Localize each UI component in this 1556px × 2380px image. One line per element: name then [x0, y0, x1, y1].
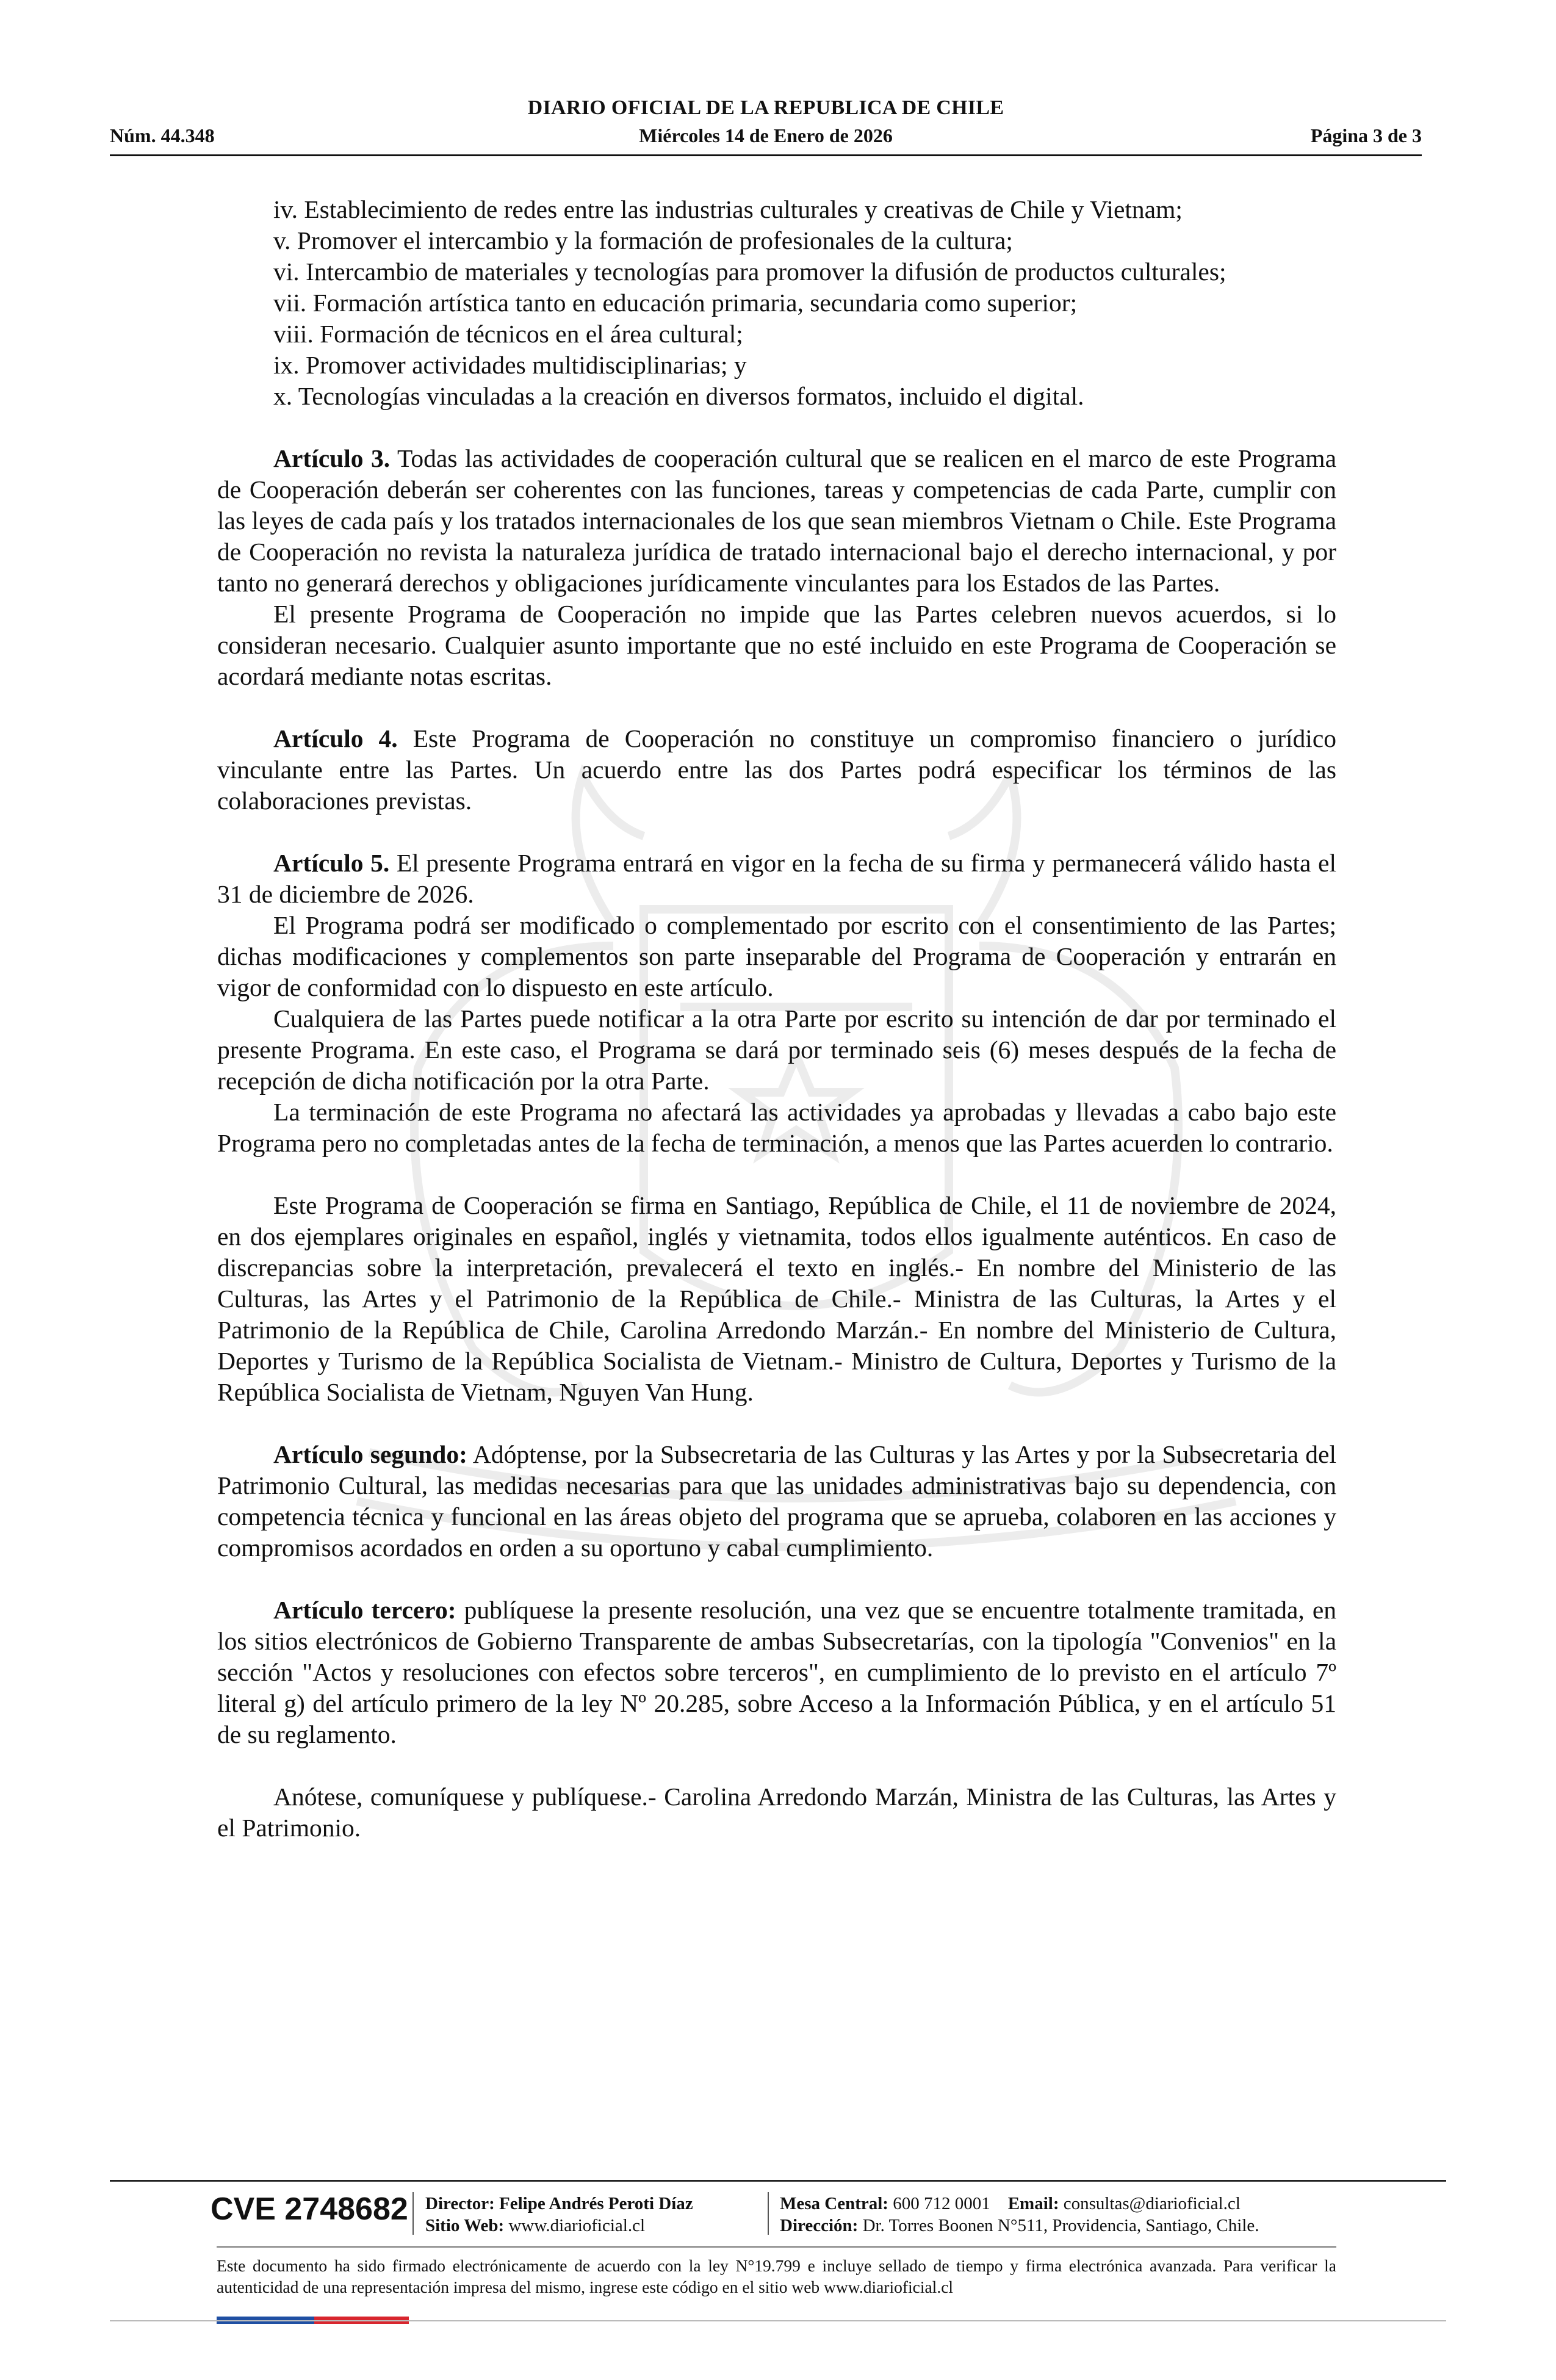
article-3-paragraph-2: El presente Programa de Cooperación no impide que las Partes celebren nuevos acuerdos, si lo consideran necesario. Cualquier asunto importante que no esté incluido en este Programa de Cooperación se acordará mediante notas escritas.: [217, 600, 1336, 690]
footer-separator: [412, 2192, 414, 2235]
articulo-segundo-paragraph: Artículo segundo: Adóptense, por la Subsecretaria de las Culturas y las Artes y por la Subsecretaria del Patrimonio Cultural, las medidas necesarias para que las unidades administrativas bajo su dependencia, con competencia técnica y funcional en las áreas objeto del programa que se aprueba, colaboren en las acciones y compromisos acordados en orden a su oportuno y cabal cumplimiento.: [217, 1440, 1336, 1562]
list-item: ix. Promover actividades multidisciplinarias; y: [273, 351, 747, 379]
address: Dr. Torres Boonen N°511, Providencia, Santiago, Chile.: [862, 2216, 1259, 2235]
footer-divider-top: [110, 2180, 1446, 2182]
newspaper-title: DIARIO OFICIAL DE LA REPUBLICA DE CHILE: [527, 96, 1004, 119]
list-item: v. Promover el intercambio y la formación de profesionales de la cultura;: [273, 226, 1013, 254]
list-item: x. Tecnologías vinculadas a la creación en diversos formatos, incluido el digital.: [273, 382, 1084, 410]
article-3-paragraph: Artículo 3. Todas las actividades de cooperación cultural que se realicen en el marco de este Programa de Cooperación deberán ser coherentes con las funciones, tareas y competencias de cada Parte, cumplir con las leyes de cada país y los tratados internacionales de los que sean miembros Vietnam o Chile. Este Programa de Cooperación no revista la naturaleza jurídica de tratado internacional bajo el derecho internacional, y por tanto no generará derechos y obligaciones jurídicamente vinculantes para los Estados de las Partes.: [217, 444, 1336, 597]
page-header: [110, 92, 1422, 159]
cve-code: CVE 2748682: [211, 2191, 408, 2227]
article-5-paragraph-3: Cualquiera de las Partes puede notificar a la otra Parte por escrito su intención de dar por terminado el presente Programa. En este caso, el Programa se dará por terminado seis (6) meses después de la fecha de recepción de dicha notificación por la otra Parte.: [217, 1004, 1336, 1095]
phone-number: 600 712 0001: [893, 2194, 990, 2213]
article-3-heading: Artículo 3.: [273, 444, 391, 472]
article-5-paragraph-4: La terminación de este Programa no afectará las actividades ya aprobadas y llevadas a cabo bajo este Programa pero no completadas antes de la fecha de terminación, a menos que las Partes acuerden lo contrario.: [217, 1098, 1336, 1157]
issue-number: Núm. 44.348: [110, 124, 215, 146]
articulo-tercero-paragraph: Artículo tercero: publíquese la presente resolución, una vez que se encuentre totalmente tramitada, en los sitios electrónicos de Gobierno Transparente de ambas Subsecretarías, con la tipología "Convenios" en la sección "Actos y resoluciones con efectos sobre terceros", en cumplimiento de lo previsto en el artículo 7º literal g) del artículo primero de la ley Nº 20.285, sobre Acceso a la Información Pública, y en el artículo 51 de su reglamento.: [217, 1596, 1337, 1748]
website-link[interactable]: www.diarioficial.cl: [508, 2216, 646, 2235]
article-4-heading: Artículo 4.: [273, 724, 398, 752]
director-name: Felipe Andrés Peroti Díaz: [499, 2194, 693, 2213]
signature-paragraph: Este Programa de Cooperación se firma en Santiago, República de Chile, el 11 de noviembre de 2024, en dos ejemplares originales en español, inglés y vietnamita, todos ellos igualmente auténticos. En caso de discrepancias sobre la interpretación, prevalecerá el texto en inglés.- En nombre del Ministerio de las Culturas, las Artes y el Patrimonio de la República de Chile.- Ministra de las Culturas, la Artes y el Patrimonio de la República de Chile, Carolina Arredondo Marzán.- En nombre del Ministerio de Cultura, Deportes y Turismo de la República Socialista de Vietnam.- Ministro de Cultura, Deportes y Turismo de la República Socialista de Vietnam, Nguyen Van Hung.: [217, 1191, 1336, 1406]
articulo-segundo-heading: Artículo segundo:: [273, 1440, 467, 1468]
electronic-signature-note: Este documento ha sido firmado electrónicamente de acuerdo con la ley N°19.799 e incluye sellado de tiempo y firma electrónica avanzada. Para verificar la autenticidad de una representación impresa del mismo, ingrese este código en el sitio web www.diarioficial.cl: [217, 2256, 1336, 2296]
closing-paragraph: Anótese, comuníquese y publíquese.- Carolina Arredondo Marzán, Ministra de las Culturas, las Artes y el Patrimonio.: [217, 1783, 1336, 1842]
footer-divider-bottom: [110, 2320, 1446, 2321]
footer-director-block: Director: Felipe Andrés Peroti Díaz Sitio Web: www.diarioficial.cl: [425, 2194, 693, 2235]
list-item: iv. Establecimiento de redes entre las industrias culturales y creativas de Chile y Vietnam;: [273, 195, 1183, 223]
articulo-tercero-heading: Artículo tercero:: [273, 1596, 456, 1624]
list-item: viii. Formación de técnicos en el área cultural;: [273, 320, 743, 348]
issue-date: Miércoles 14 de Enero de 2026: [639, 124, 893, 146]
list-item: vi. Intercambio de materiales y tecnologías para promover la difusión de productos culturales;: [273, 258, 1226, 286]
footer-separator: [768, 2192, 769, 2235]
header-divider: [110, 154, 1422, 156]
article-5-paragraph: Artículo 5. El presente Programa entrará en vigor en la fecha de su firma y permanecerá válido hasta el 31 de diciembre de 2026.: [217, 849, 1336, 908]
footer-divider-middle: [217, 2246, 1336, 2248]
document-body: [217, 194, 1336, 1844]
footer-contact-block: Mesa Central: 600 712 0001 Email: consultas@diarioficial.cl Dirección: Dr. Torres Boonen N°511, Providencia, Santiago, Chile.: [780, 2194, 1259, 2235]
list-item: vii. Formación artística tanto en educación primaria, secundaria como superior;: [273, 289, 1078, 317]
article-4-paragraph: Artículo 4. Este Programa de Cooperación no constituye un compromiso financiero o jurídico vinculante entre las Partes. Un acuerdo entre las dos Partes podrá especificar los términos de las colaboraciones previstas.: [217, 724, 1336, 815]
article-5-paragraph-2: El Programa podrá ser modificado o complementado por escrito con el consentimiento de las Partes; dichas modificaciones y complementos son parte inseparable del Programa de Cooperación y entrarán en vigor de conformidad con lo dispuesto en este artículo.: [217, 911, 1336, 1001]
email-link[interactable]: consultas@diarioficial.cl: [1063, 2194, 1241, 2213]
page-indicator: Página 3 de 3: [1310, 124, 1422, 146]
article-5-heading: Artículo 5.: [273, 849, 390, 877]
